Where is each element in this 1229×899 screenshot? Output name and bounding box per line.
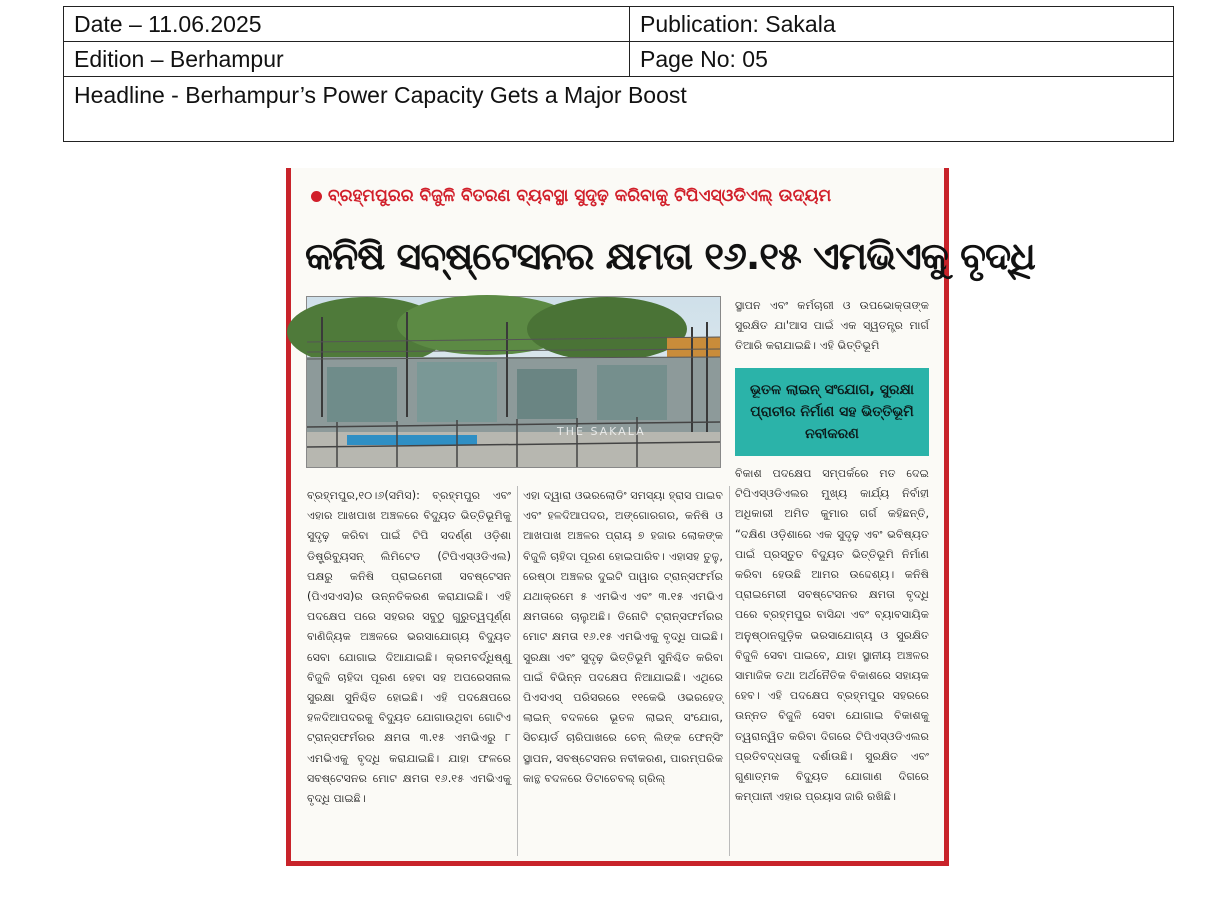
article-column-top-right <box>735 296 929 360</box>
article-kicker <box>311 186 931 206</box>
article-headline: କନିଷି ସବ୍‌ଷ୍ଟେସନର କ୍ଷମତା ୧୬.୧୫ ଏମଭିଏକୁ ବୃଦ୍ଧି <box>305 234 1035 278</box>
column-divider <box>729 486 730 856</box>
date-cell: Date – 11.06.2025 <box>64 7 630 42</box>
bullet-icon <box>311 191 322 202</box>
column-text: ସ୍ଥାପନ ଏବଂ କର୍ମଚାରୀ ଓ ଉପଭୋକ୍ତାଙ୍କ ସୁରକ୍ଷିତ ଯା'ଆସ ପାଇଁ ଏକ ସ୍ୱତନ୍ତ୍ର ମାର୍ଗ ତିଆରି କରାଯାଇଛି। ଏହି ଭିତ୍ତିଭୂମି <box>735 299 929 353</box>
highlight-text: ଭୂତଳ ଲାଇନ୍ ସଂଯୋଗ, ସୁରକ୍ଷା ପ୍ରାଚୀର ନିର୍ମାଣ ସହ ଭିତ୍ତିଭୂମି ନବୀକରଣ <box>749 382 914 442</box>
headline-cell: Headline - Berhampur’s Power Capacity Gets a Major Boost <box>64 77 1174 142</box>
article-column-1 <box>307 486 511 858</box>
article-column-2 <box>523 486 723 858</box>
publication-cell: Publication: Sakala <box>630 7 1174 42</box>
column-divider <box>517 486 518 856</box>
column-text: ଏହା ଦ୍ୱାରା ଓଭରଲୋଡିଂ ସମସ୍ୟା ହ୍ରାସ ପାଇବ ଏବଂ ହଳଦିଆପଦର, ଅଙ୍ଗୋରଗର, କନିଷି ଓ ଆଖପାଖ ଅଞ୍ଚଳର ପ୍ରାୟ ୭ ହଜାର ଲୋକଙ୍କ ବିଜୁଳି ଚାହିଦା ପୂରଣ ହୋଇପାରିବ। ଏହାସହ ତୁଳୁ, ରେଷ୍ଠା ଅଞ୍ଚଳର ଦୁଇଟି ପାୱାର ଟ୍ରାନ୍ସଫର୍ମର ଯଥାକ୍ରମେ ୫ ଏମଭିଏ ଏବଂ ୩.୧୫ ଏମଭିଏ କ୍ଷମତାରେ ଚାଲୁଅଛି। ତିନୋଟି ଟ୍ରାନ୍ସଫର୍ମରର ମୋଟ କ୍ଷମତା ୧୬.୧୫ ଏମଭିଏକୁ ବୃଦ୍ଧି ପାଇଛି। ସୁରକ୍ଷା ଏବଂ ସୁଦୃଢ଼ ଭିତ୍ତିଭୂମି ସୁନିଶ୍ଚିତ କରିବା ପାଇଁ ବିଭିନ୍ନ ପଦକ୍ଷେପ ନିଆଯାଇଛି। ଏଥିରେ ପିଏସଏସ୍ ପରିସରରେ ୧୧କେଭି ଓଭରହେଡ୍ ଲାଇନ୍ ବଦଳରେ ଭୂତଳ ଲାଇନ୍ ସଂଯୋଗ, ସିଚୟାର୍ଡ ଚାରିପାଖରେ ଚେନ୍ ଲିଙ୍କ ଫେନ୍ସିଂ ସ୍ଥାପନ, ସବଷ୍ଟେସନର ନବୀକରଣ, ପାରମ୍ପରିକ କାନ୍ଥ ବଦଳରେ ଡିଟାଚେବଲ୍ ଗ୍ରିଲ୍ <box>523 489 723 785</box>
clipping-info-table <box>63 6 1174 142</box>
kicker-text: ବ୍ରହ୍ମପୁରର ବିଜୁଳି ବିତରଣ ବ୍ୟବସ୍ଥା ସୁଦୃଢ଼ କରିବାକୁ ଟିପିଏସ୍ଓଡିଏଲ୍ ଉଦ୍ୟମ <box>328 186 832 206</box>
newspaper-clipping <box>286 168 1035 866</box>
column-text: ବ୍ରହ୍ମପୁର,୧୦।୬(ସମିସ): ବ୍ରହ୍ମପୁର ଏବଂ ଏହାର ଆଖପାଖ ଅଞ୍ଚଳରେ ବିଦ୍ୟୁତ ଭିତ୍ତିଭୂମିକୁ ସୁଦୃଢ଼ କରିବା ପାଇଁ ଟିପି ସଦର୍ଣ୍ଣ ଓଡ଼ିଶା ଡିଷ୍ଟ୍ରିବ୍ୟୁସନ୍ ଲିମିଟେଡ (ଟିପିଏସ୍ଓଡିଏଲ) ପକ୍ଷରୁ କନିଷି ପ୍ରାଇମେରୀ ସବଷ୍ଟେସନ (ପିଏସଏସ)ର ଉନ୍ନତିକରଣ କରାଯାଇଛି। ଏହି ପଦକ୍ଷେପ ପରେ ସହରର ସବୁଠୁ ଗୁରୁତ୍ୱପୂର୍ଣ୍ଣ ବାଣିଜ୍ୟିକ ଅଞ୍ଚଳରେ ଭରସାଯୋଗ୍ୟ ବିଦ୍ୟୁତ ସେବା ଯୋଗାଇ ଦିଆଯାଇଛି। କ୍ରମବର୍ଦ୍ଧିଷ୍ଣୁ ବିଜୁଳି ଚାହିଦା ପୂରଣ ହେବା ସହ ଅପରେସନାଲ ସୁରକ୍ଷା ସୁନିଶ୍ଚିତ ହୋଇଛି। ଏହି ପଦକ୍ଷେପରେ ହଳଦିଆପଦରକୁ ବିଦ୍ୟୁତ ଯୋଗାଉଥିବା ଗୋଟିଏ ଟ୍ରାନ୍ସଫର୍ମରର କ୍ଷମତା ୩.୧୫ ଏମଭିଏରୁ ୮ ଏମଭିଏକୁ ବୃଦ୍ଧି କରାଯାଇଛି। ଯାହା ଫଳରେ ସବଷ୍ଟେସନର ମୋଟ କ୍ଷମତା ୧୬.୧୫ ଏମଭିଏକୁ ବୃଦ୍ଧି ପାଇଛି। <box>307 489 511 806</box>
article-column-3 <box>735 464 929 858</box>
edition-cell: Edition – Berhampur <box>64 42 630 77</box>
substation-photo <box>306 296 721 468</box>
highlight-box <box>735 368 929 456</box>
column-text: ବିକାଶ ପଦକ୍ଷେପ ସମ୍ପର୍କରେ ମତ ଦେଇ ଟିପିଏସ୍ଓଡିଏଲର ମୁଖ୍ୟ କାର୍ଯ୍ୟ ନିର୍ବାହୀ ଅଧିକାରୀ ଅମିତ କୁମାର ଗର୍ଗ କହିଛନ୍ତି, “ଦକ୍ଷିଣ ଓଡ଼ିଶାରେ ଏକ ସୁଦୃଢ଼ ଏବଂ ଭବିଷ୍ୟତ ପାଇଁ ପ୍ରସ୍ତୁତ ବିଦ୍ୟୁତ ଭିତ୍ତିଭୂମି ନିର୍ମାଣ କରିବା ହେଉଛି ଆମର ଉଦ୍ଦେଶ୍ୟ। କନିଷି ପ୍ରାଇମେରୀ ସବଷ୍ଟେସନର କ୍ଷମତା ବୃଦ୍ଧି ପରେ ବ୍ରହ୍ମପୁର ବାସିନ୍ଦା ଏବଂ ବ୍ୟାବସାୟିକ ଅନୁଷ୍ଠାନଗୁଡ଼ିକ ଭରସାଯୋଗ୍ୟ ଓ ସୁରକ୍ଷିତ ବିଜୁଳି ସେବା ପାଇବେ, ଯାହା ସ୍ଥାନୀୟ ଅଞ୍ଚଳର ସାମାଜିକ ତଥା ଅର୍ଥନୈତିକ ବିକାଶରେ ସହାୟକ ହେବ। ଏହି ପଦକ୍ଷେପ ବ୍ରହ୍ମପୁର ସହରରେ ଉନ୍ନତ ବିଜୁଳି ସେବା ଯୋଗାଇ ବିକାଶକୁ ତ୍ୱରାନ୍ୱିତ କରିବା ଦିଗରେ ଟିପିଏସ୍ଓଡିଏଲର ପ୍ରତିବଦ୍ଧତାକୁ ଦର୍ଶାଉଛି। ସୁରକ୍ଷିତ ଏବଂ ଗୁଣାତ୍ମକ ବିଦ୍ୟୁତ ଯୋଗାଣ ଦିଗରେ କମ୍ପାନୀ ଏହାର ପ୍ରୟାସ ଜାରି ରଖିଛି। <box>735 467 929 804</box>
substation-photo-image <box>307 297 720 467</box>
page-number-cell: Page No: 05 <box>630 42 1174 77</box>
photo-watermark: THE SAKALA <box>557 425 646 438</box>
